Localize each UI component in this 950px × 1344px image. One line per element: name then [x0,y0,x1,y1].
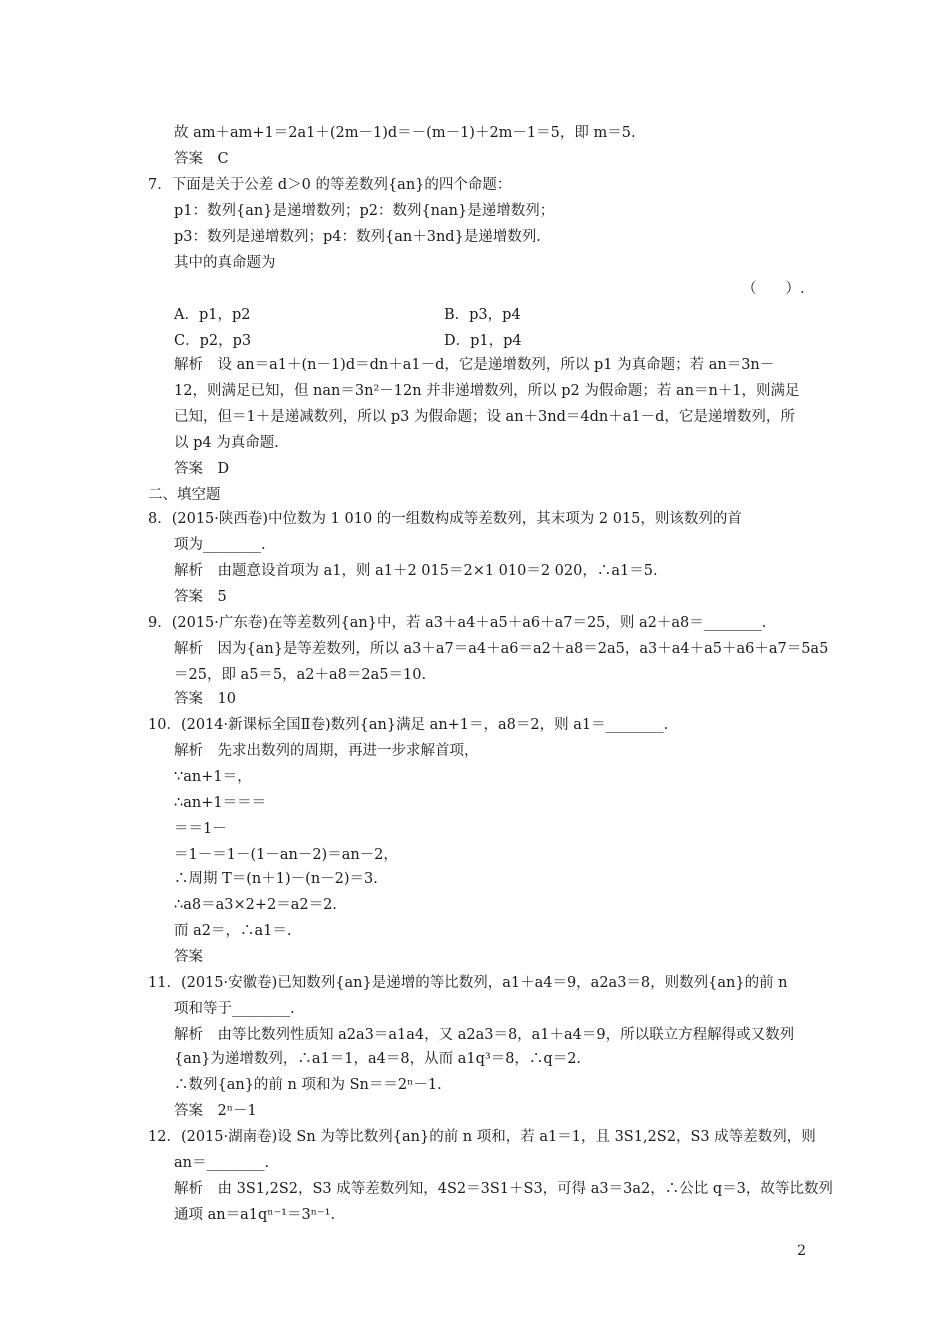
text-line: ∵an+1＝， [174,769,252,785]
text-line: 11．(2015·安徽卷)已知数列{an}是递增的等比数列，a1＋a4＝9，a2a3＝8，则数列{an}的前 n [148,975,788,991]
text-line: ∴a8＝a3×2+2＝a2＝2. [174,897,337,913]
text-line: 通项 an＝a1qⁿ⁻¹＝3ⁿ⁻¹. [174,1207,336,1223]
text-line: p3：数列是递增数列；p4：数列{an＋3nd}是递增数列. [174,229,541,245]
text-line: {an}为递增数列，∴a1＝1，a4＝8，从而 a1q³＝8，∴q＝2. [174,1051,582,1067]
text-line: 解析 因为{an}是等差数列，所以 a3＋a7＝a4＋a6＝a2＋a8＝2a5，a3＋a4＋a5＋a6＋a7＝5a5 [174,641,829,657]
text-line: 答案 C [174,151,229,167]
text-line: 答案 D [174,461,230,477]
text-line: 10．(2014·新课标全国Ⅱ卷)数列{an}满足 an+1＝，a8＝2，则 a1＝________. [148,717,669,733]
text-line: 解析 由 3S1,2S2，S3 成等差数列知，4S2＝3S1＋S3，可得 a3＝3a2，∴公比 q＝3，故等比数列 [174,1181,833,1197]
text-line: 而 a2＝，∴a1＝. [174,923,292,939]
text-line: 答案 [174,949,203,965]
text-line: 答案 5 [174,589,227,605]
text-line: 故 am＋am+1＝2a1＋(2m－1)d＝－(m－1)＋2m－1＝5，即 m＝5. [174,125,636,141]
text-line: 8．(2015·陕西卷)中位数为 1 010 的一组数构成等差数列，其末项为 2 015，则该数列的首 [148,511,742,527]
text-line: p1：数列{an}是递增数列；p2：数列{nan}是递增数列； [174,203,555,219]
text-line: ∴数列{an}的前 n 项和为 Sn＝＝2ⁿ－1. [174,1077,442,1093]
page-number: 2 [797,1243,806,1259]
text-line: 二、填空题 [148,487,221,503]
text-line: ＝＝1－ [174,821,227,837]
text-line: C．p2，p3 [174,333,252,349]
text-line: 以 p4 为真命题. [174,435,279,451]
text-line: 9．(2015·广东卷)在等差数列{an}中，若 a3＋a4＋a5＋a6＋a7＝25，则 a2＋a8＝________. [148,615,767,631]
text-line: ∴周期 T＝(n＋1)－(n－2)＝3. [174,871,378,887]
text-line: 12．(2015·湖南卷)设 Sn 为等比数列{an}的前 n 项和，若 a1＝1，且 3S1,2S2，S3 成等差数列，则 [148,1129,816,1145]
text-line: ∴an+1＝＝＝ [174,795,267,811]
text-line: 解析 由等比数列性质知 a2a3＝a1a4，又 a2a3＝8，a1＋a4＝9，所以联立方程解得或又数列 [174,1027,795,1043]
text-line: 解析 先求出数列的周期，再进一步求解首项， [174,743,479,759]
text-line: an＝________. [174,1155,270,1171]
text-line: 项和等于________. [174,1001,295,1017]
text-line: 已知，但＝1＋是递减数列，所以 p3 为假命题；设 an＋3nd＝4dn＋a1－d，它是递增数列，所 [174,409,795,425]
text-line: D．p1，p4 [444,333,522,349]
text-line: ＝25，即 a5＝5，a2＋a8＝2a5＝10. [174,667,427,683]
text-line: 解析 设 an＝a1＋(n－1)d＝dn＋a1－d，它是递增数列，所以 p1 为真命题；若 an＝3n－ [174,357,775,373]
text-line: B．p3，p4 [444,307,521,323]
text-line: 7．下面是关于公差 d＞0 的等差数列{an}的四个命题： [148,177,512,193]
text-line: ＝1－＝1－(1－an－2)＝an－2， [174,847,398,863]
text-line: A．p1，p2 [174,307,251,323]
text-line: 项为________. [174,537,266,553]
text-line: （ ）. [742,281,805,297]
text-line: 解析 由题意设首项为 a1，则 a1＋2 015＝2×1 010＝2 020，∴a1＝5. [174,563,658,579]
text-line: 其中的真命题为 [174,255,276,271]
text-line: 答案 2ⁿ－1 [174,1103,257,1119]
text-line: 12，则满足已知，但 nan＝3n²－12n 并非递增数列，所以 p2 为假命题；若 an＝n＋1，则满足 [174,383,800,399]
text-line: 答案 10 [174,691,236,707]
